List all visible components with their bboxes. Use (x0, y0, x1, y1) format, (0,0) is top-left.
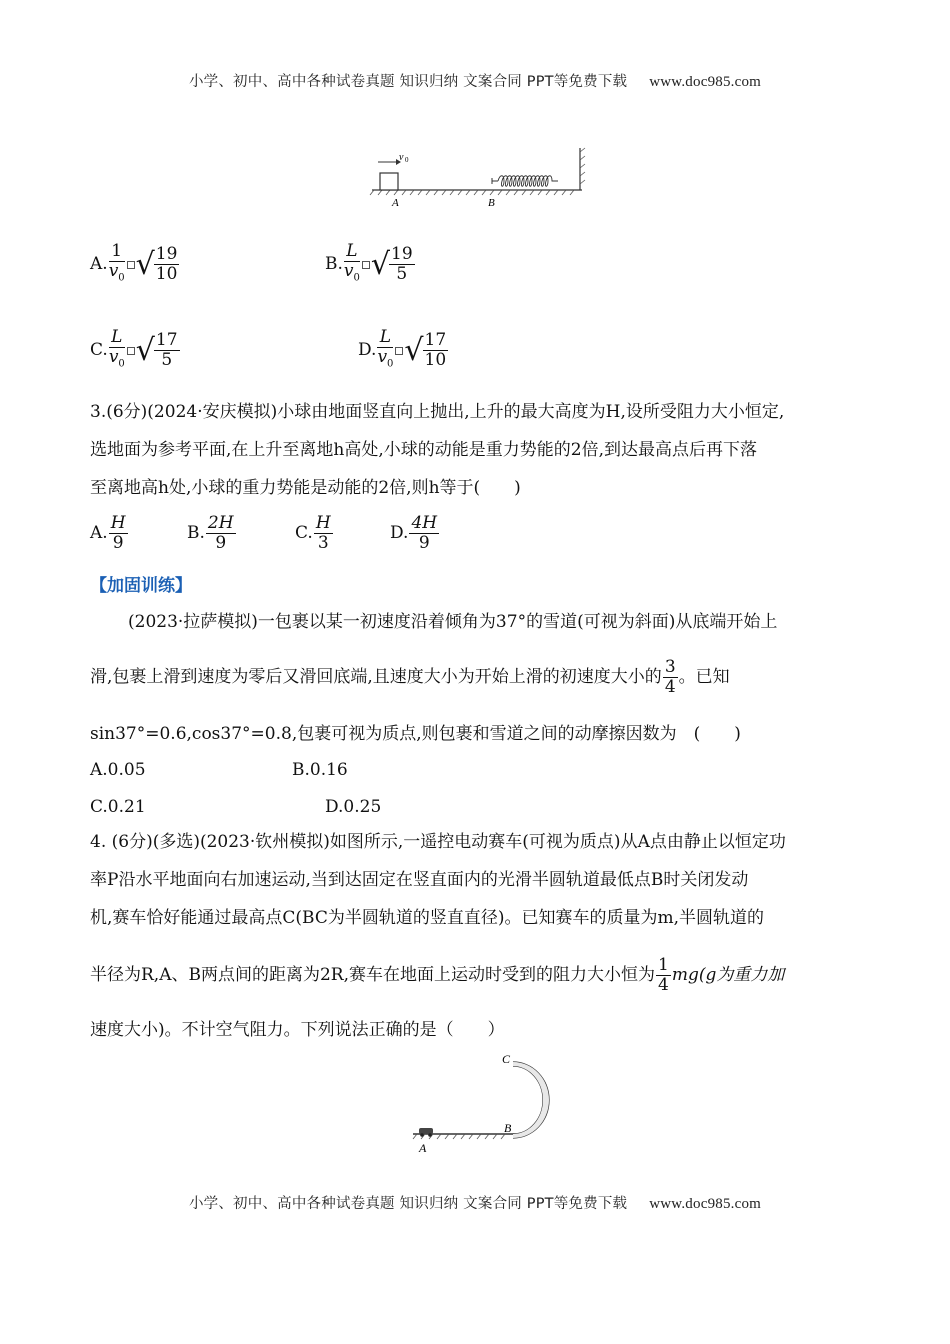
q3-line-1: 3.(6分)(2024·安庆模拟)小球由地面竖直向上抛出,上升的最大高度为H,设所受阻力大小恒定, (90, 402, 785, 422)
section-title: 【加固训练】 (90, 576, 192, 596)
reinforce-option-b: B.0.16 (292, 760, 348, 780)
reinforce-line-2: 滑,包裹上滑到速度为零后又滑回底端,且速度大小为开始上滑的初速度大小的 $\frac{3}{4}$ 。已知 (90, 657, 730, 697)
label-a: A (392, 197, 399, 209)
reinforce-option-d: D.0.25 (325, 797, 382, 817)
reinforce-line-1: (2023·拉萨模拟)一包裹以某一初速度沿着倾角为37°的雪道(可视为斜面)从底端开始上 (128, 612, 778, 632)
label-a-2: A (419, 1141, 427, 1155)
q3-option-a: A. $\frac{H}{9}$ (90, 513, 126, 553)
q2-option-c: C. $\frac{L}{v_0}$ √ $\frac{17}{5}$ (90, 327, 178, 371)
reinforce-option-a: A.0.05 (90, 760, 146, 780)
car-icon (419, 1128, 433, 1134)
label-b-2: B (504, 1121, 512, 1135)
label-b: B (488, 197, 495, 209)
velocity-label: v (399, 152, 404, 163)
footer-site: www.doc985.com (649, 1196, 762, 1212)
q4-line-3: 机,赛车恰好能通过最高点C(BC为半圆轨道的竖直直径)。已知赛车的质量为m,半圆轨道的 (90, 908, 765, 928)
q2-option-b: B. $\frac{L}{v_0}$ √ $\frac{19}{5}$ (325, 241, 413, 285)
q4-line-1: 4. (6分)(多选)(2023·钦州模拟)如图所示,一遥控电动赛车(可视为质点)从A点由静止以恒定功 (90, 832, 786, 852)
label-c-2: C (502, 1052, 511, 1066)
ground-hatch (370, 190, 574, 195)
reinforce-line-3: sin37°=0.6,cos37°=0.8,包裹可视为质点,则包裹和雪道之间的动摩擦因数为 ( ) (90, 724, 741, 744)
velocity-sub: 0 (405, 156, 409, 164)
header-text: 小学、初中、高中各种试卷真题 知识归纳 文案合同 PPT等免费下载 (188, 74, 628, 90)
reinforce-option-c: C.0.21 (90, 797, 146, 817)
q3-option-b: B. $\frac{2H}{9}$ (187, 513, 234, 553)
q2-option-a: A. $\frac{1}{v_0}$ √ $\frac{19}{10}$ (90, 241, 178, 285)
q3-option-c: C. $\frac{H}{3}$ (295, 513, 331, 553)
block (380, 173, 398, 190)
spring (498, 176, 558, 187)
q3-line-3: 至离地高h处,小球的重力势能是动能的2倍,则h等于( ) (90, 478, 521, 498)
figure-block-spring (368, 142, 588, 214)
header-site: www.doc985.com (649, 74, 762, 90)
q4-line-2: 率P沿水平地面向右加速运动,当到达固定在竖直面内的光滑半圆轨道最低点B时关闭发动 (90, 870, 749, 890)
q4-line-4: 半径为R,A、B两点间的距离为2R,赛车在地面上运动时受到的阻力大小恒为 $\frac{1}{4}$ mg(g为重力加 (90, 955, 785, 995)
q3-option-d: D. $\frac{4H}{9}$ (390, 513, 438, 553)
q2-option-d: D. $\frac{L}{v_0}$ √ $\frac{17}{10}$ (358, 327, 447, 371)
q4-line-5: 速度大小)。不计空气阻力。下列说法正确的是（ ） (90, 1020, 505, 1040)
footer-text: 小学、初中、高中各种试卷真题 知识归纳 文案合同 PPT等免费下载 (188, 1196, 628, 1212)
page-header (0, 70, 950, 91)
q3-line-2: 选地面为参考平面,在上升至离地h高处,小球的动能是重力势能的2倍,到达最高点后再下落 (90, 440, 757, 460)
figure-semicircle-track (405, 1050, 555, 1158)
page-footer (0, 1192, 950, 1213)
